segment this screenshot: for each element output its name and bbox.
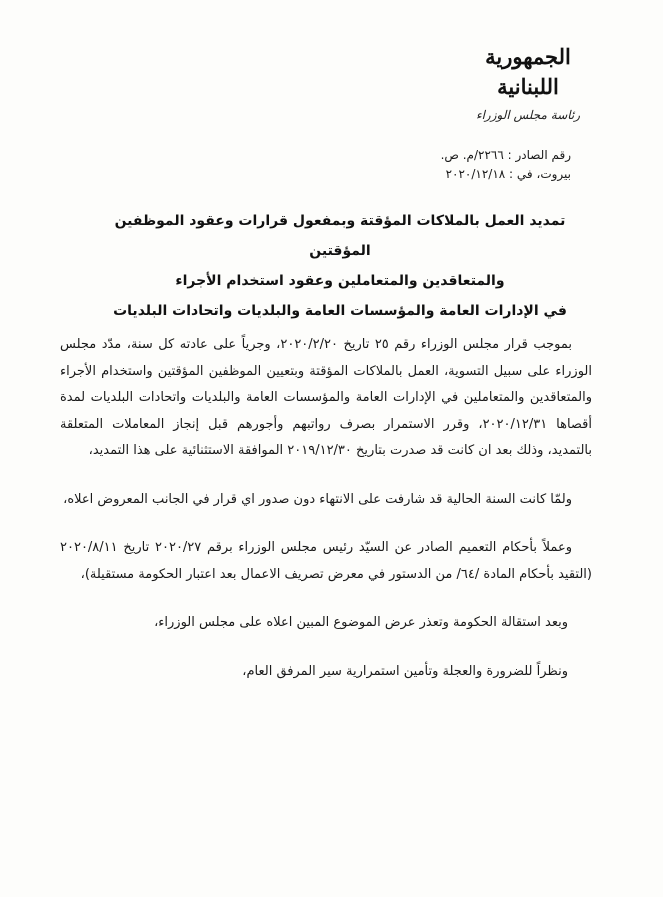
- letterhead-office: رئاسة مجلس الوزراء: [475, 108, 581, 122]
- body-paragraph-2: ولمّا كانت السنة الحالية قد شارفت على الانتهاء دون صدور اي قرار في الجانب المعروض اعلاه،: [63, 491, 572, 507]
- place-date: بيروت، في : ٢٠٢٠/١٢/١٨: [445, 167, 571, 181]
- reference-block: [271, 146, 571, 184]
- letterhead: [453, 42, 603, 124]
- body-paragraph-4: وبعد استقالة الحكومة وتعذر عرض الموضوع المبين اعلاه على مجلس الوزراء،: [154, 615, 568, 630]
- title-line-3: في الإدارات العامة والمؤسسات العامة والبلديات واتحادات البلديات: [113, 303, 567, 319]
- body-paragraph-3: وعملاً بأحكام التعميم الصادر عن السيّد رئيس مجلس الوزراء برقم ٢٠٢٠/٢٧ تاريخ ٢٠٢٠/٨/١١ (التقيد بأحكام المادة /٦٤/ من الدستور في معرض تصريف الاعمال بعد اعتبار الحكومة مستقيلة)،: [60, 540, 592, 582]
- body-paragraph-5: ونظراً للضرورة والعجلة وتأمين استمرارية سير المرفق العام،: [242, 663, 568, 679]
- document-title: [95, 206, 585, 326]
- body-paragraph-1: بموجب قرار مجلس الوزراء رقم ٢٥ تاريخ ٢٠٢٠/٢/٢٠، وجرياً على عادته كل سنة، مدّد مجلس الوزراء على سبيل التسوية، العمل بالملاكات المؤقتة وبتعيين الموظفين المؤقتين واستخدام الأجراء والمتعاقدين والمتعاملين في الإدارات العامة والمؤسسات العامة والبلديات واتحادات البلديات لمدة أقصاها ٢٠٢٠/١٢/٣١، وقرر الاستمرار بصرف رواتبهم وأجورهم قبل إنجاز المعاملات المتعلقة بالتمديد، وذلك بعد ان كانت قد صدرت بتاريخ ٢٠١٩/١٢/٣٠ الموافقة الاستثنائية على هذا التمديد،: [60, 337, 592, 458]
- title-line-1: تمديد العمل بالملاكات المؤقتة وبمفعول قرارات وعقود الموظفين المؤقتين: [114, 213, 566, 259]
- document-body: [60, 332, 592, 685]
- letterhead-country: الجمهورية اللبنانية: [485, 44, 571, 99]
- reference-number: رقم الصادر : ٢٢٦٦/م. ص.: [440, 148, 571, 162]
- title-line-2: والمتعاقدين والمتعاملين وعقود استخدام الأجراء: [175, 273, 505, 289]
